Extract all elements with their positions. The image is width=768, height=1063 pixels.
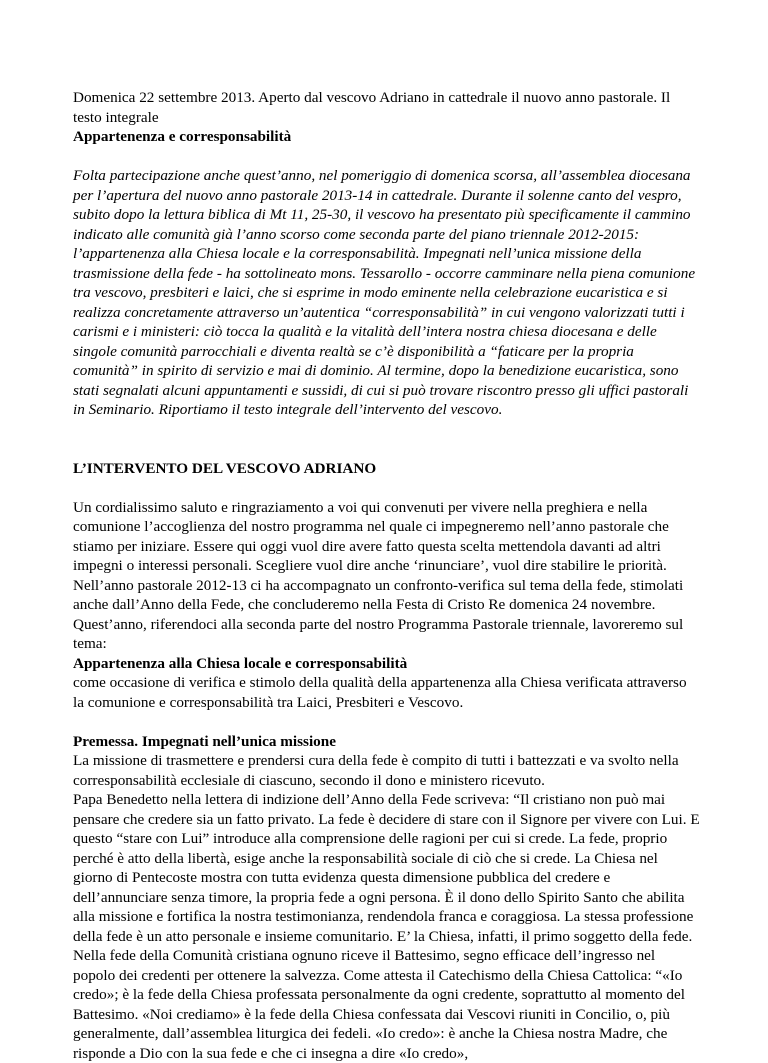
premessa-paragraph-1: La missione di trasmettere e prendersi cura della fede è compito di tutti i battezzati e va svolto nella corresponsabilità ecclesiale di ciascuno, secondo il dono e ministero ricevuto. <box>73 752 679 789</box>
section-heading-intervento: L’INTERVENTO DEL VESCOVO ADRIANO <box>73 459 377 477</box>
theme-title: Appartenenza alla Chiesa locale e corresponsabilità <box>73 654 408 672</box>
intro-line: Domenica 22 settembre 2013. Aperto dal vescovo Adriano in cattedrale il nuovo anno pastorale. Il testo integrale <box>73 89 671 126</box>
document-title: Appartenenza e corresponsabilità <box>73 128 292 145</box>
premessa-paragraph-2: Papa Benedetto nella lettera di indizione dell’Anno della Fede scriveva: “Il cristiano non può mai pensare che credere sia un fatto privato. La fede è decidere di stare con il Signore per vivere con Lui. E questo “stare con Lui” introduce alla comprensione delle ragioni per cui si crede. La fede, proprio perché è atto della libertà, esige anche la responsabilità sociale di ciò che si crede. La Chiesa nel giorno di Pentecoste mostra con tutta evidenza questa dimensione pubblica del credere e dell’annunciare senza timore, la propria fede a ogni persona. È il dono dello Spirito Santo che abilita alla missione e fortifica la nostra testimonianza, rendendola franca e coraggiosa. La stessa professione della fede è un atto personale e insieme comunitario. E’ la Chiesa, infatti, il primo soggetto della fede. Nella fede della Comunità cristiana ognuno riceve il Battesimo, segno efficace dell’ingresso nel popolo dei credenti per ottenere la salvezza. Come attesta il Catechismo della Chiesa Cattolica: “«Io credo»; è la fede della Chiesa professata personalmente da ogni credente, soprattutto al momento del Battesimo. «Noi crediamo» è la fede della Chiesa confessata dai Vescovi riuniti in Concilio, o, più generalmente, dall’assemblea liturgica dei fedeli. «Io credo»: è anche la Chiesa nostra Madre, che risponde a Dio con la sua fede e che ci insegna a dire «Io credo», <box>73 791 700 1062</box>
theme-follow-paragraph: come occasione di verifica e stimolo della qualità della appartenenza alla Chiesa verificata attraverso la comunione e corresponsabilità tra Laici, Presbiteri e Vescovo. <box>73 674 687 711</box>
document-page <box>73 88 701 1063</box>
intervento-paragraph: Un cordialissimo saluto e ringraziamento a voi qui convenuti per vivere nella preghiera e nella comunione l’accoglienza del nostro programma nel quale ci impegneremo nell’anno pastorale che stiamo per iniziare. Essere qui oggi vuol dire avere fatto questa scelta mettendola davanti ad altri impegni o interessi personali. Scegliere vuol dire anche ‘rinunciare’, vuol dire stabilire le priorità. Nell’anno pastorale 2012-13 ci ha accompagnato un confronto-verifica sul tema della fede, stimolati anche dall’Anno della Fede, che concluderemo nella Festa di Cristo Re domenica 24 novembre. Quest’anno, riferendoci alla seconda parte del nostro Programma Pastorale triennale, lavoreremo sul tema: <box>73 498 684 652</box>
section-heading-premessa: Premessa. Impegnati nell’unica missione <box>73 732 336 750</box>
summary-paragraph: Folta partecipazione anche quest’anno, nel pomeriggio di domenica scorsa, all’assemblea diocesana per l’apertura del nuovo anno pastorale 2013-14 in cattedrale. Durante il solenne canto del vespro, subito dopo la lettura biblica di Mt 11, 25-30, il vescovo ha presentato più specificamente il cammino indicato alle comunità già l’anno scorso come seconda parte del piano triennale 2012-2015: l’appartenenza alla Chiesa locale e la corresponsabilità. Impegnati nell’unica missione della trasmissione della fede - ha sottolineato mons. Tessarollo - occorre camminare nella piena comunione tra vescovo, presbiteri e laici, che si esprime in modo eminente nella celebrazione eucaristica e si realizza concretamente attraverso un’autentica “corresponsabilità” in cui vengono valorizzati tutti i carismi e i ministeri: ciò tocca la qualità e la vitalità dell’intera nostra chiesa diocesana e delle singole comunità parrocchiali e diventa realtà se c’è disponibilità a “faticare per la propria comunità” in spirito di servizio e mai di dominio. Al termine, dopo la benedizione eucaristica, sono stati segnalati alcuni appuntamenti e sussidi, di cui si può trovare riscontro presso gli uffici pastorali in Seminario. Riportiamo il testo integrale dell’intervento del vescovo. <box>73 167 696 418</box>
